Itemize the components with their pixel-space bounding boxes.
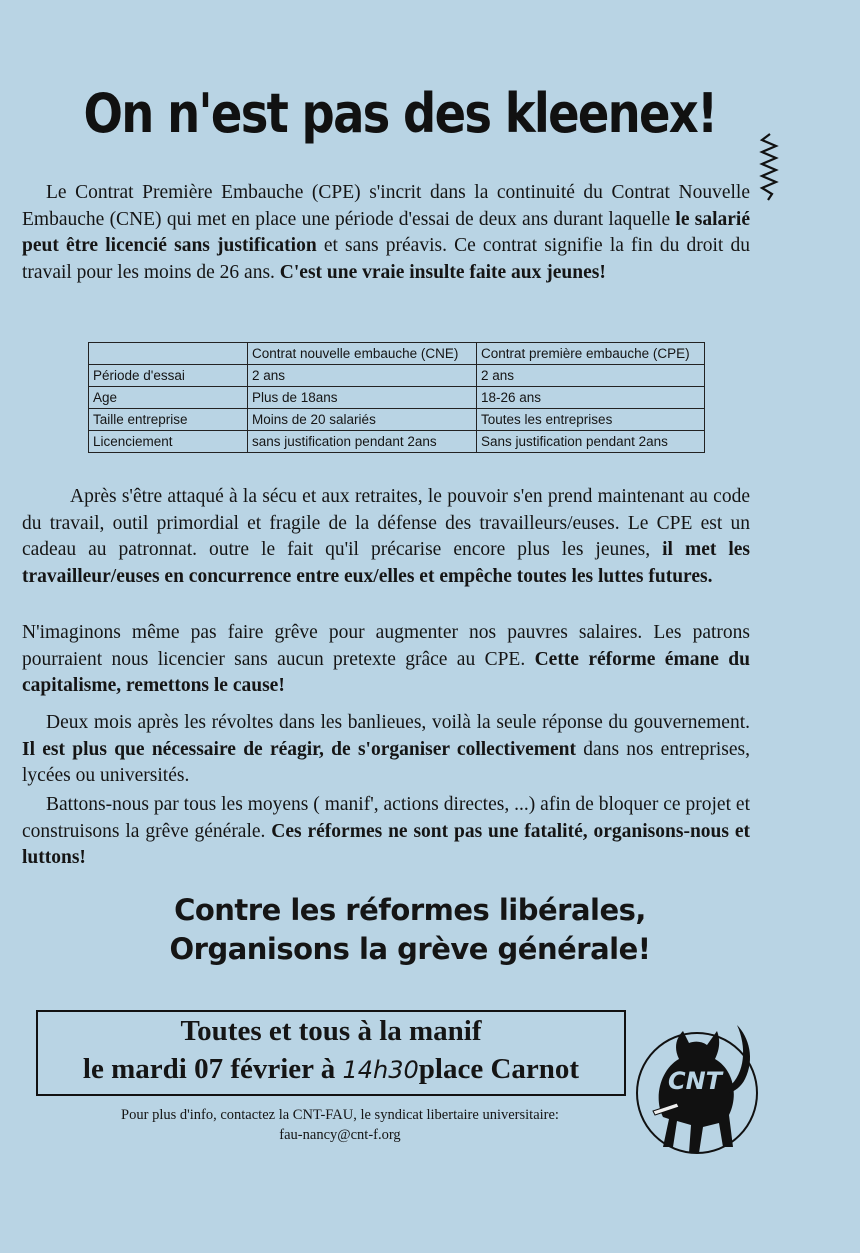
manif-place: place Carnot [418, 1053, 580, 1085]
intro-paragraph [22, 180, 750, 286]
manif-line-1: Toutes et tous à la manif [180, 1015, 482, 1047]
intro-text-1: Le Contrat Première Embauche (CPE) s'incrit dans la continuité du Contrat Nouvelle Embauche (CNE) qui met en place une période d'essai de deux ans durant laquelle [22, 182, 750, 230]
contact-line: Pour plus d'info, contactez la CNT-FAU, le syndicat libertaire universitaire: [121, 1107, 559, 1123]
intro-bold-2: C'est une vraie insulte faite aux jeunes! [279, 261, 606, 283]
table-cell: Toutes les entreprises [477, 409, 705, 431]
table-row [89, 409, 705, 431]
table-row [89, 431, 705, 453]
p2-text: Après s'être attaqué à la sécu et aux retraites, le pouvoir s'en prend maintenant au code du travail, outil primordial et fragile de la défense des travailleurs/euses. Le CPE est un cadeau au patronnat. outre le fait qu'il précarise encore plus les jeunes, [22, 486, 750, 560]
table-cell: Licenciement [89, 431, 248, 453]
cnt-cat-logo [633, 1007, 761, 1159]
p4-text-1: Deux mois après les révoltes dans les banlieues, voilà la seule réponse du gouvernement. [46, 712, 750, 733]
p4-bold: Il est plus que nécessaire de réagir, de s'organiser collectivement [22, 738, 577, 760]
manif-box [36, 1010, 626, 1096]
intro-text-2: et sans préavis. Ce contrat signifie la fin du droit du travail pour les moins de 26 ans. [22, 235, 750, 283]
p4-text-2: dans nos entreprises, lycées ou universités. [22, 738, 750, 786]
manif-time: 14h30 [342, 1056, 419, 1084]
p3-text: N'imaginons même pas faire grêve pour augmenter nos pauvres salaires. Les patrons pourraient nous licencier sans aucun pretexte grâce au CPE. [22, 622, 750, 670]
table-cell: Sans justification pendant 2ans [477, 431, 705, 453]
table-cell [89, 343, 248, 365]
table-cell: Contrat première embauche (CPE) [477, 343, 705, 365]
manif-line-2 [38, 1050, 624, 1089]
comparison-table [88, 342, 705, 453]
table-cell: 2 ans [248, 365, 477, 387]
intro-bold-1: le salarié peut être licencié sans justification [22, 208, 750, 256]
paragraph-greve [22, 620, 750, 700]
table-cell: sans justification pendant 2ans [248, 431, 477, 453]
table-cell: Moins de 20 salariés [248, 409, 477, 431]
p2-bold: il met les travailleur/euses en concurrence entre eux/elles et empêche toutes les luttes futures. [22, 539, 751, 587]
paragraph-battons [22, 792, 750, 872]
table-row [89, 387, 705, 409]
paragraph-secu [22, 484, 750, 590]
table-cell: Plus de 18ans [248, 387, 477, 409]
scribble-mark [758, 132, 782, 202]
paragraph-banlieues [22, 710, 750, 790]
table-cell: 18-26 ans [477, 387, 705, 409]
p5-bold: Ces réformes ne sont pas une fatalité, organisons-nous et luttons! [22, 820, 750, 868]
table-header-row [89, 343, 705, 365]
logo-text: CNT [667, 1067, 723, 1095]
table-cell: Age [89, 387, 248, 409]
slogan-line-1: Contre les réformes libérales, [174, 893, 646, 927]
contact-email[interactable]: fau-nancy@cnt-f.org [279, 1127, 401, 1143]
table-row [89, 365, 705, 387]
slogan-line-2: Organisons la grève générale! [169, 932, 651, 966]
table-cell: 2 ans [477, 365, 705, 387]
table-cell: Contrat nouvelle embauche (CNE) [248, 343, 477, 365]
table-cell: Période d'essai [89, 365, 248, 387]
p5-text: Battons-nous par tous les moyens ( manif', actions directes, ...) afin de bloquer ce projet et construisons la grêve générale. [22, 794, 750, 842]
flyer-title: On n'est pas des kleenex! [83, 82, 717, 145]
manif-date: le mardi 07 février à [82, 1053, 343, 1085]
table-cell: Taille entreprise [89, 409, 248, 431]
p3-bold: Cette réforme émane du capitalisme, remettons le cause! [22, 648, 751, 696]
